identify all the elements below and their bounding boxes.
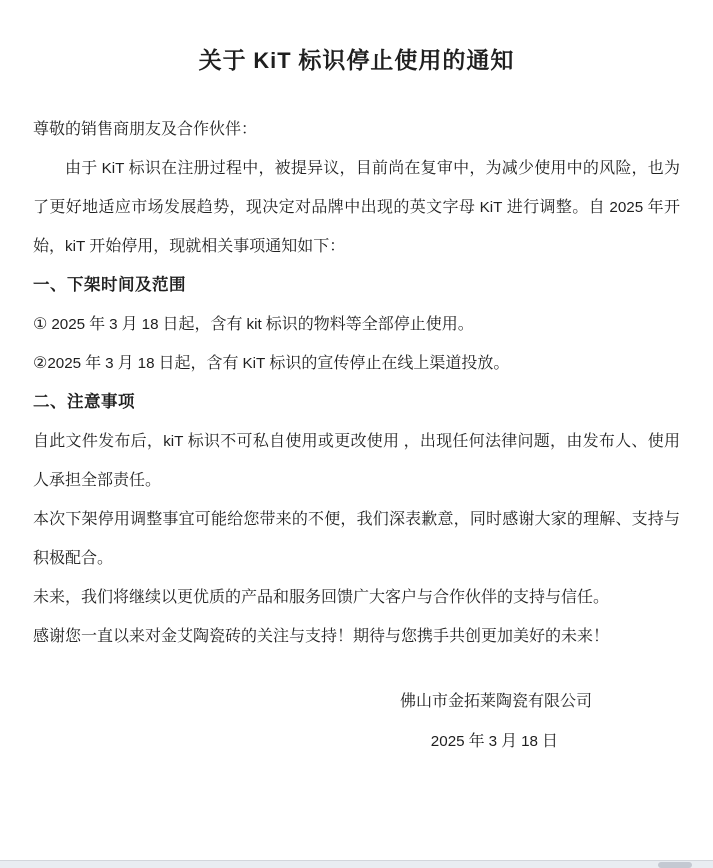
horizontal-scrollbar-thumb[interactable] [658,862,692,868]
section1-item-2: ②2025 年 3 月 18 日起，含有 KiT 标识的宣传停止在线上渠道投放。 [33,355,510,372]
section2-paragraph-1: 自此文件发布后，kiT 标识不可私自使用或更改使用 ，出现任何法律问题，由发布人、使用人承担全部责任。 [33,433,680,489]
section1-heading: 一、下架时间及范围 [33,276,186,294]
intro-paragraph: 由于 KiT 标识在注册过程中，被提异议，目前尚在复审中，为减少使用中的风险，也为了更好地适应市场发展趋势，现决定对品牌中出现的英文字母 KiT 进行调整。自 2025 年开始，kiT 开始停用，现就相关事项通知如下： [33,160,680,255]
signature-block [33,682,680,762]
section1-item-1: ① 2025 年 3 月 18 日起，含有 kit 标识的物料等全部停止使用。 [33,316,474,333]
signature-company: 佛山市金拓莱陶瓷有限公司 [399,693,592,710]
horizontal-scrollbar-track[interactable] [0,860,713,868]
section2-paragraph-3: 未来，我们将继续以更优质的产品和服务回馈广大客户与合作伙伴的支持与信任。 [33,589,610,606]
document-title: 关于 KiT 标识停止使用的通知 [198,48,515,73]
section2-heading: 二、注意事项 [33,393,135,411]
document-body [33,110,680,762]
salutation: 尊敬的销售商朋友及合作伙伴： [33,121,258,138]
signature-date: 2025 年 3 月 18 日 [430,733,558,750]
section2-paragraph-2: 本次下架停用调整事宜可能给您带来的不便，我们深表歉意，同时感谢大家的理解、支持与积极配合。 [33,511,680,567]
section2-paragraph-4: 感谢您一直以来对金艾陶瓷砖的关注与支持！期待与您携手共创更加美好的未来！ [33,628,610,645]
